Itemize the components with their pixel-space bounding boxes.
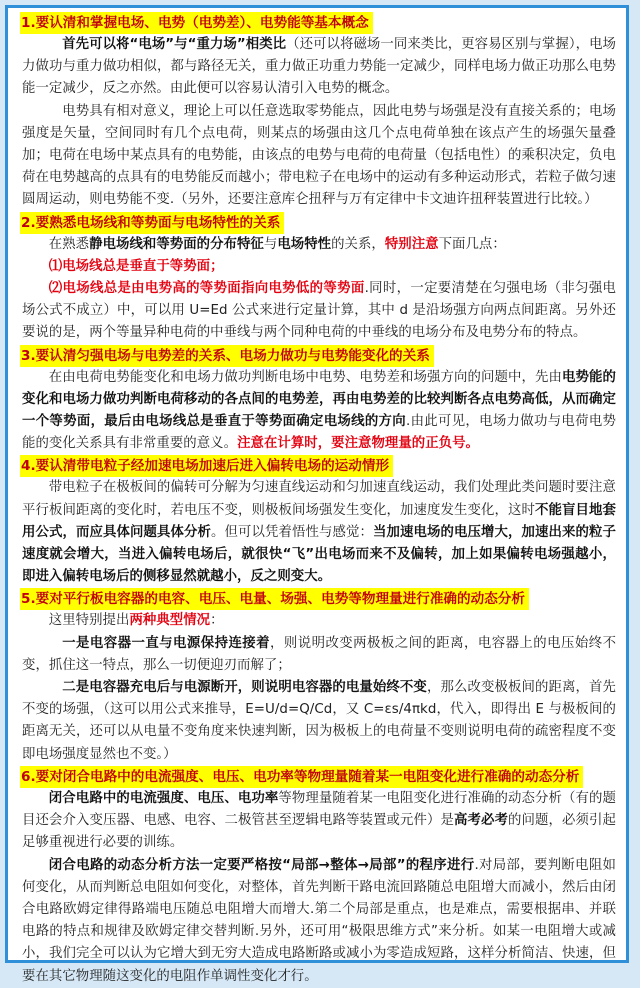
bold-span: 静电场线和等势面的分布特征 — [89, 236, 264, 252]
emphasis-span: 两种典型情况 — [129, 613, 211, 629]
bold-span: 闭合电路的动态分析方法一定要严格按“局部→整体→局部”的程序进行 — [48, 857, 475, 873]
section-1-lead: 首先可以将“电场”与“重力场”相类比 — [62, 37, 287, 52]
section-4-paragraph — [22, 477, 616, 588]
emphasis-span: 特别注意 — [384, 236, 439, 252]
section-6 — [22, 766, 616, 988]
section-5 — [22, 588, 616, 765]
section-6-paragraph-2 — [22, 855, 616, 988]
section-2-item-1 — [22, 256, 616, 278]
bold-span: 电势能的变化和电场力做功判断电荷移动的各点间的电势差，再由电势差的比较判断各点电势高低，从而确定一个等势面，最后由电场线总是垂直于等势面确定电场线的方向 — [22, 369, 616, 430]
item-2-text: .同时，一定要清楚在匀强电场（非匀强电场公式不成立）中，可以用 U=Ed 公式来进行定量计算，其中 d 是沿场强方向两点间距离。另外还要说的是，两个等量异种电荷的中垂线与两个同种电荷的中垂线的电场分布及电势分布的特点。 — [22, 281, 616, 341]
section-3-paragraph — [22, 367, 616, 456]
section-1-text: （还可以将磁场一同来类比，更容易区别与掌握），电场力做功与重力做功相似，都与路径无关，重力做正功重力势能一定减少，同样电场力做正功那么电势能一定减少，反之亦然。由此便可以容易认清引入电势的概念。 — [22, 37, 616, 97]
section-3-heading: 3.要认清匀强电场与电势差的关系、电场力做功与电势能变化的关系 — [20, 345, 434, 367]
section-1-paragraph-1 — [22, 34, 616, 101]
bold-span: 二是电容器充电后与电源断开，则说明电容器的电量始终不变 — [62, 680, 427, 696]
section-5-intro — [22, 610, 616, 632]
section-5-case-1 — [22, 633, 616, 677]
text-span: ： — [210, 613, 224, 629]
bold-span: 当加速电场的电压增大，加速出来的粒子速度就会增大，当进入偏转电场后，就很快“飞”出电场而来不及偏转，加上如果偏转电场强越小，即进入偏转电场后的侧移显然就越小，反之则变大。 — [22, 524, 616, 585]
text-span: 的问题，必须引起足够重视进行必要的训练。 — [22, 813, 616, 851]
bold-span: 闭合电路中的电流强度、电压、电功率 — [48, 790, 279, 806]
section-1 — [22, 12, 616, 212]
text-span: 在熟悉 — [48, 236, 90, 252]
bold-span: 高考必考 — [454, 813, 509, 829]
text-span: 等物理量随着某一电阻变化进行准确的动态分析（有的题目还会介入变压器、电感、电容、二极管甚至逻辑电路等装置或元件）是 — [22, 790, 616, 829]
article-frame — [5, 5, 629, 984]
text-span: 与 — [263, 236, 278, 252]
section-6-heading: 6.要对闭合电路中的电流强度、电压、电功率等物理量随着某一电阻变化进行准确的动态分析 — [20, 766, 583, 788]
section-4 — [22, 455, 616, 588]
text-span: .由此可见，电场力做功与电荷电势能的变化关系具有非常重要的意义。 — [22, 414, 616, 452]
section-4-heading: 4.要认清带电粒子经加速电场加速后进入偏转电场的运动情形 — [20, 455, 393, 477]
emphasis-span: 注意在计算时，要注意物理量的正负号。 — [237, 436, 479, 452]
section-2-heading: 2.要熟悉电场线和等势面与电场特性的关系 — [20, 212, 284, 234]
section-1-paragraph-2: 电势具有相对意义，理论上可以任意选取零势能点，因此电势与场强是没有直接关系的；电场强度是矢量，空间同时有几个点电荷，则某点的场强由这几个点电荷单独在该点产生的场强矢量叠加；电荷在电场中某点具有的电势能，由该点的电势与电荷的电荷量（包括电性）的乘积决定，负电荷在电势越高的点具有的电势能反而越小；带电粒子在电场中的运动有多种运动形式，若粒子做匀速圆周运动，则电势能不变.（另外，还要注意库仑扭秤与万有定律中卡文迪许扭秤装置进行比较。） — [22, 103, 616, 208]
text-span: 带电粒子在极板间的偏转可分解为匀速直线运动和匀加速直线运动，我们处理此类问题时要注意平行板间距离的变化时，若电压不变，则极板间场强发生变化，加速度发生变化，这时 — [22, 480, 616, 518]
bold-span: 一是电容器一直与电源保持连接着 — [62, 635, 271, 651]
text-span: .对局部，要判断电阻如何变化，从而判断总电阻如何变化，对整体，首先判断干路电流回路随总电阻增大而减小，然后由闭合电路欧姆定律得路端电压随总电阻增大而增大.第二个局部是重点，也是难点，需要根据串、并联电路的特点和规律及欧姆定律交替判断.另外，还可用“极限思维方式”来分析。如某一电阻增大或减小，我们完全可以认为它增大到无穷大造成电路断路或减小为零造成短路，这样分析简洁、快速，但要在其它物理随这变化的电阻作单调性变化才行。 — [22, 857, 616, 984]
text-span: 下面几点： — [438, 236, 506, 252]
section-5-case-2 — [22, 677, 616, 766]
item-2-lead: ⑵电场线总是由电势高的等势面指向电势低的等势面 — [48, 281, 365, 297]
section-6-paragraph-1 — [22, 788, 616, 855]
text-span: 。但可以凭着悟性与感觉： — [211, 524, 374, 540]
text-span: ，那么改变极板间的距离，首先不变的场强，（这可以用公式来推导，E=U/d=Q/Cd，又 C=εs/4πkd，代入，即得出 E 与极板间的距离无关，还可以从电量不变角度来快速判断，因为极板上的电荷量不变则说明电荷的疏密程度不变即电场强度显然也不变。） — [22, 680, 616, 762]
text-span: 在由电荷电势能变化和电场力做功判断电场中电势、电势差和场强方向的问题中，先由 — [48, 369, 563, 385]
section-2-item-2 — [22, 278, 616, 345]
section-3 — [22, 345, 616, 456]
section-1-heading: 1.要认清和掌握电场、电势（电势差）、电势能等基本概念 — [20, 12, 373, 34]
text-span: 这里特别提出 — [48, 613, 130, 629]
section-2-intro — [22, 234, 616, 256]
text-span: 的关系， — [331, 236, 385, 252]
item-1-text: ⑴电场线总是垂直于等势面； — [48, 258, 224, 274]
section-5-heading: 5.要对平行板电容器的电容、电压、电量、场强、电势等物理量进行准确的动态分析 — [20, 588, 529, 610]
bold-span: 电场特性 — [277, 236, 332, 252]
bold-span: 不能盲目地套用公式，而应具体问题具体分析 — [22, 502, 616, 540]
section-2 — [22, 212, 616, 345]
text-span: ，则说明改变两极板之间的距离，电容器上的电压始终不变，抓住这一特点，那么一切便迎刃而解了； — [22, 635, 617, 673]
